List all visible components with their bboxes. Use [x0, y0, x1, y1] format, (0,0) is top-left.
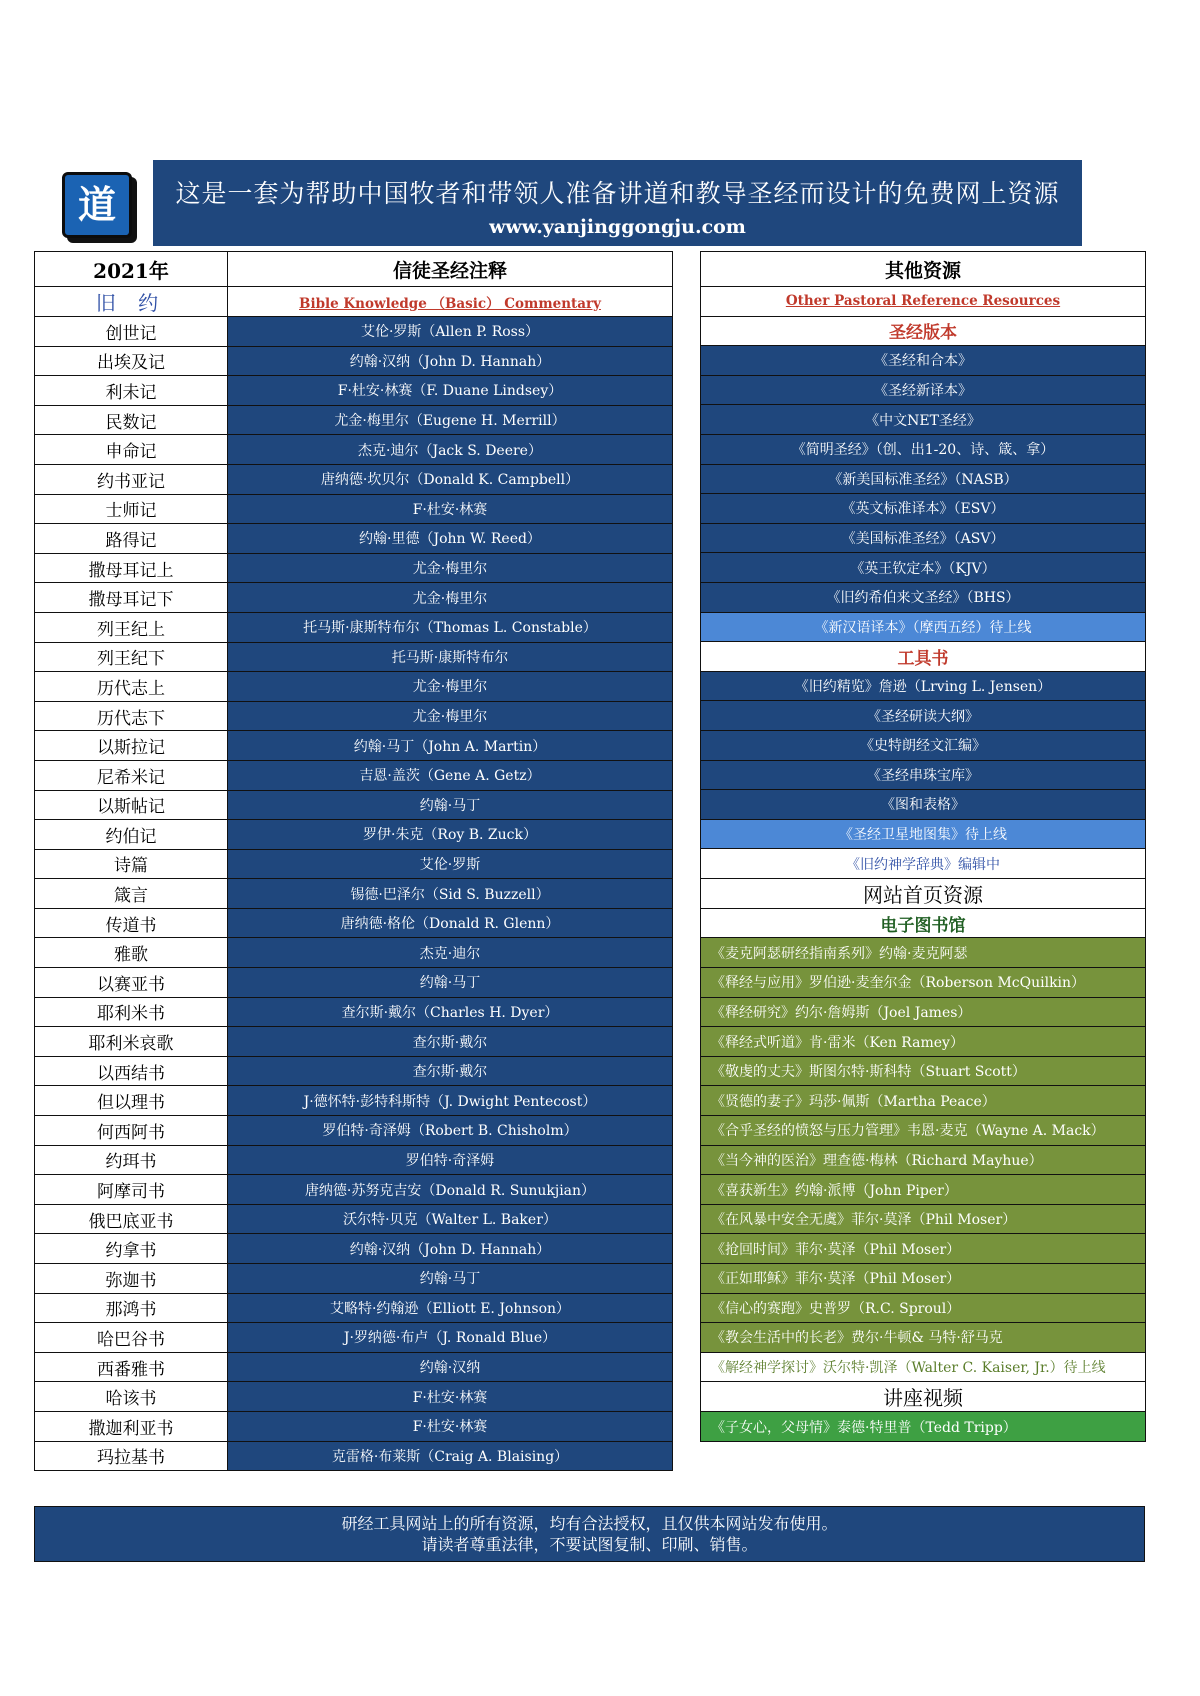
table-row — [701, 1264, 1146, 1294]
header-banner — [153, 160, 1082, 246]
table-row — [35, 938, 673, 968]
table-row — [35, 997, 673, 1027]
commentary-table — [34, 251, 673, 1471]
table-row — [701, 790, 1146, 820]
resource-link[interactable]: 《新美国标准圣经》（NASB） — [701, 464, 1146, 494]
year-label: 2021年 — [35, 252, 228, 287]
book-name: 创世记 — [35, 317, 228, 347]
commentary-author-link[interactable]: 唐纳德·苏努克吉安（Donald R. Sunukjian） — [228, 1175, 673, 1205]
book-name: 耶利米哀歌 — [35, 1027, 228, 1057]
logo-icon: 道 — [62, 172, 132, 238]
book-name: 雅歌 — [35, 938, 228, 968]
resource-link[interactable]: 《教会生活中的长老》费尔·牛顿& 马特·舒马克 — [701, 1323, 1146, 1353]
resource-link[interactable]: 《圣经和合本》 — [701, 346, 1146, 376]
commentary-author-link[interactable]: 罗伯特·奇泽姆（Robert B. Chisholm） — [228, 1116, 673, 1146]
table-row — [35, 879, 673, 909]
commentary-author-link[interactable]: 唐纳德·坎贝尔（Donald K. Campbell） — [228, 464, 673, 494]
commentary-author-link[interactable]: 约翰·汉纳（John D. Hannah） — [228, 1234, 673, 1264]
commentary-author-link[interactable]: 尤金·梅里尔（Eugene H. Merrill） — [228, 405, 673, 435]
commentary-author-link[interactable]: 艾伦·罗斯 — [228, 849, 673, 879]
table-row — [701, 938, 1146, 968]
table-row — [35, 1056, 673, 1086]
resource-link[interactable]: 《旧约精览》詹逊（Lrving L. Jensen） — [701, 671, 1146, 701]
resource-link[interactable]: 《释经研究》约尔·詹姆斯（Joel James） — [701, 997, 1146, 1027]
resource-link[interactable]: 《当今神的医治》理查德·梅林（Richard Mayhue） — [701, 1145, 1146, 1175]
table-row — [701, 405, 1146, 435]
resource-link[interactable]: 《在风暴中安全无虞》菲尔·莫泽（Phil Moser） — [701, 1204, 1146, 1234]
commentary-author-link[interactable]: 约翰·马丁 — [228, 968, 673, 998]
commentary-author-link[interactable]: 唐纳德·格伦（Donald R. Glenn） — [228, 908, 673, 938]
book-name: 出埃及记 — [35, 346, 228, 376]
commentary-author-link[interactable]: 约翰·马丁 — [228, 790, 673, 820]
table-row — [35, 1411, 673, 1441]
commentary-author-link[interactable]: 约翰·马丁（John A. Martin） — [228, 731, 673, 761]
resource-link[interactable]: 《旧约希伯来文圣经》（BHS） — [701, 582, 1146, 612]
commentary-author-link[interactable]: 查尔斯·戴尔（Charles H. Dyer） — [228, 997, 673, 1027]
book-name: 列王纪下 — [35, 642, 228, 672]
commentary-author-link[interactable]: 尤金·梅里尔 — [228, 701, 673, 731]
table-row — [701, 671, 1146, 701]
table-row — [701, 1086, 1146, 1116]
commentary-link[interactable]: Bible Knowledge （Basic） Commentary — [228, 287, 673, 317]
resource-link[interactable]: 《喜获新生》约翰·派博（John Piper） — [701, 1175, 1146, 1205]
section-heading: 电子图书馆 — [701, 908, 1146, 938]
book-name: 但以理书 — [35, 1086, 228, 1116]
book-name: 箴言 — [35, 879, 228, 909]
commentary-author-link[interactable]: 尤金·梅里尔 — [228, 672, 673, 702]
book-name: 以斯帖记 — [35, 790, 228, 820]
book-name: 西番雅书 — [35, 1352, 228, 1382]
table-row — [701, 849, 1146, 879]
commentary-author-link[interactable]: 沃尔特·贝克（Walter L. Baker） — [228, 1204, 673, 1234]
resource-link[interactable]: 《圣经串珠宝库》 — [701, 760, 1146, 790]
old-testament-label: 旧 约 — [35, 287, 228, 317]
table-row — [35, 1204, 673, 1234]
table-row — [701, 642, 1146, 672]
table-row — [35, 672, 673, 702]
footer-line-1: 研经工具网站上的所有资源，均有合法授权，且仅供本网站发布使用。 — [341, 1514, 838, 1533]
commentary-author-link[interactable]: 约翰·汉纳 — [228, 1352, 673, 1382]
section-heading: 网站首页资源 — [701, 878, 1146, 908]
copyright-footer — [34, 1506, 1145, 1562]
table-row — [35, 405, 673, 435]
table-row — [701, 316, 1146, 346]
commentary-author-link[interactable]: 尤金·梅里尔 — [228, 583, 673, 613]
table-row — [701, 968, 1146, 998]
table-row — [701, 553, 1146, 583]
table-row — [35, 701, 673, 731]
table-row — [701, 523, 1146, 553]
table-row — [35, 376, 673, 406]
table-row — [35, 1441, 673, 1471]
table-row — [35, 612, 673, 642]
table-row — [35, 642, 673, 672]
table-row — [701, 346, 1146, 376]
table-row — [35, 1116, 673, 1146]
table-row — [35, 1264, 673, 1294]
book-name: 何西阿书 — [35, 1116, 228, 1146]
commentary-author-link[interactable]: 托马斯·康斯特布尔 — [228, 642, 673, 672]
commentary-author-link[interactable]: 罗伊·朱克（Roy B. Zuck） — [228, 820, 673, 850]
table-row — [701, 494, 1146, 524]
commentary-author-link[interactable]: 艾伦·罗斯（Allen P. Ross） — [228, 317, 673, 347]
resource-link[interactable]: 《信心的赛跑》史普罗（R.C. Sproul） — [701, 1293, 1146, 1323]
table-row — [701, 730, 1146, 760]
resource-link[interactable]: 《解经神学探讨》沃尔特·凯泽（Walter C. Kaiser, Jr.）待上线 — [701, 1352, 1146, 1382]
table-row — [701, 760, 1146, 790]
table-row — [35, 790, 673, 820]
table-row — [701, 612, 1146, 642]
resource-link[interactable]: 《圣经研读大纲》 — [701, 701, 1146, 731]
table-row — [701, 1116, 1146, 1146]
table-row — [35, 968, 673, 998]
table-row — [701, 1175, 1146, 1205]
resource-link[interactable]: 《史特朗经文汇编》 — [701, 730, 1146, 760]
table-row — [701, 1293, 1146, 1323]
commentary-author-link[interactable]: 杰克·迪尔（Jack S. Deere） — [228, 435, 673, 465]
book-name: 弥迦书 — [35, 1264, 228, 1294]
table-row — [701, 1204, 1146, 1234]
section-heading: 讲座视频 — [701, 1382, 1146, 1412]
table-row — [35, 553, 673, 583]
book-name: 传道书 — [35, 908, 228, 938]
book-name: 哈巴谷书 — [35, 1323, 228, 1353]
book-name: 约伯记 — [35, 820, 228, 850]
table-row — [701, 1412, 1146, 1442]
table-row — [701, 1234, 1146, 1264]
commentary-author-link[interactable]: 克雷格·布莱斯（Craig A. Blaising） — [228, 1441, 673, 1471]
table-row — [701, 1027, 1146, 1057]
resource-link[interactable]: 《正如耶稣》菲尔·莫泽（Phil Moser） — [701, 1264, 1146, 1294]
book-name: 士师记 — [35, 494, 228, 524]
table-row — [701, 819, 1146, 849]
table-row — [35, 346, 673, 376]
resource-link[interactable]: 《抢回时间》菲尔·莫泽（Phil Moser） — [701, 1234, 1146, 1264]
book-name: 历代志下 — [35, 701, 228, 731]
table-row — [701, 1145, 1146, 1175]
table-row — [35, 494, 673, 524]
table-row — [35, 1293, 673, 1323]
table-row — [701, 997, 1146, 1027]
table-row — [701, 1352, 1146, 1382]
book-name: 路得记 — [35, 524, 228, 554]
section-heading: 圣经版本 — [701, 316, 1146, 346]
resource-link[interactable]: 《英王钦定本》（KJV） — [701, 553, 1146, 583]
resource-link[interactable]: 《释经式听道》肯·雷米（Ken Ramey） — [701, 1027, 1146, 1057]
resource-link[interactable]: 《麦克阿瑟研经指南系列》约翰·麦克阿瑟 — [701, 938, 1146, 968]
book-name: 以斯拉记 — [35, 731, 228, 761]
commentary-author-link[interactable]: 杰克·迪尔 — [228, 938, 673, 968]
book-name: 尼希米记 — [35, 760, 228, 790]
banner-url[interactable]: www.yanjinggongju.com — [489, 216, 746, 238]
table-row — [35, 1027, 673, 1057]
table-row — [35, 317, 673, 347]
book-name: 约书亚记 — [35, 464, 228, 494]
commentary-author-link[interactable]: 查尔斯·戴尔 — [228, 1027, 673, 1057]
book-name: 那鸿书 — [35, 1293, 228, 1323]
book-name: 耶利米书 — [35, 997, 228, 1027]
table-row — [35, 849, 673, 879]
table-row — [35, 1145, 673, 1175]
book-name: 阿摩司书 — [35, 1175, 228, 1205]
table-row — [701, 582, 1146, 612]
commentary-author-link[interactable]: 托马斯·康斯特布尔（Thomas L. Constable） — [228, 612, 673, 642]
commentary-author-link[interactable]: 罗伯特·奇泽姆 — [228, 1145, 673, 1175]
book-name: 约珥书 — [35, 1145, 228, 1175]
resource-link[interactable]: 《圣经卫星地图集》待上线 — [701, 819, 1146, 849]
table-row — [35, 1382, 673, 1412]
book-name: 列王纪上 — [35, 612, 228, 642]
resource-link[interactable]: 《简明圣经》（创、出1-20、诗、箴、拿） — [701, 434, 1146, 464]
table-row — [35, 731, 673, 761]
book-name: 俄巴底亚书 — [35, 1204, 228, 1234]
resource-link[interactable]: 《贤德的妻子》玛莎·佩斯（Martha Peace） — [701, 1086, 1146, 1116]
table-row — [35, 1086, 673, 1116]
commentary-author-link[interactable]: 查尔斯·戴尔 — [228, 1056, 673, 1086]
resource-link[interactable]: 《合乎圣经的愤怒与压力管理》韦恩·麦克（Wayne A. Mack） — [701, 1116, 1146, 1146]
resource-link[interactable]: 《圣经新译本》 — [701, 375, 1146, 405]
commentary-author-link[interactable]: J·罗纳德·布卢（J. Ronald Blue） — [228, 1323, 673, 1353]
table-row — [701, 908, 1146, 938]
resource-link[interactable]: 《图和表格》 — [701, 790, 1146, 820]
footer-line-2: 请读者尊重法律，不要试图复制、印刷、销售。 — [421, 1535, 758, 1554]
table-row — [701, 1382, 1146, 1412]
book-name: 撒母耳记下 — [35, 583, 228, 613]
table-row — [35, 1234, 673, 1264]
resource-link[interactable]: 《英文标准译本》（ESV） — [701, 494, 1146, 524]
book-name: 哈该书 — [35, 1382, 228, 1412]
commentary-author-link[interactable]: F·杜安·林赛（F. Duane Lindsey） — [228, 376, 673, 406]
resource-link[interactable]: 《子女心，父母情》泰德·特里普（Tedd Tripp） — [701, 1412, 1146, 1442]
table-row — [701, 434, 1146, 464]
book-name: 诗篇 — [35, 849, 228, 879]
commentary-column-title: 信徒圣经注释 — [228, 252, 673, 287]
table-row — [35, 435, 673, 465]
table-row — [35, 760, 673, 790]
table-row — [701, 375, 1146, 405]
commentary-author-link[interactable]: 吉恩·盖茨（Gene A. Getz） — [228, 760, 673, 790]
table-row — [35, 1323, 673, 1353]
resource-link[interactable]: 《美国标准圣经》（ASV） — [701, 523, 1146, 553]
book-name: 利未记 — [35, 376, 228, 406]
book-name: 撒迦利亚书 — [35, 1411, 228, 1441]
commentary-author-link[interactable]: 艾略特·约翰逊（Elliott E. Johnson） — [228, 1293, 673, 1323]
commentary-author-link[interactable]: J·德怀特·彭特科斯特（J. Dwight Pentecost） — [228, 1086, 673, 1116]
resources-table — [700, 251, 1146, 1442]
banner-title: 这是一套为帮助中国牧者和带领人准备讲道和教导圣经而设计的免费网上资源 — [175, 179, 1060, 208]
book-name: 约拿书 — [35, 1234, 228, 1264]
commentary-author-link[interactable]: 约翰·马丁 — [228, 1264, 673, 1294]
table-row — [35, 1175, 673, 1205]
book-name: 以赛亚书 — [35, 968, 228, 998]
book-name: 玛拉基书 — [35, 1441, 228, 1471]
table-row — [701, 1056, 1146, 1086]
book-name: 民数记 — [35, 405, 228, 435]
commentary-author-link[interactable]: 尤金·梅里尔 — [228, 553, 673, 583]
resources-link[interactable]: Other Pastoral Reference Resources — [701, 287, 1146, 317]
table-row — [35, 908, 673, 938]
commentary-author-link[interactable]: 约翰·里德（John W. Reed） — [228, 524, 673, 554]
resource-link[interactable]: 《中文NET圣经》 — [701, 405, 1146, 435]
table-row — [35, 464, 673, 494]
table-row — [701, 1323, 1146, 1353]
section-heading: 工具书 — [701, 642, 1146, 672]
commentary-author-link[interactable]: F·杜安·林赛 — [228, 1411, 673, 1441]
resource-link[interactable]: 《释经与应用》罗伯逊·麦奎尔金（Roberson McQuilkin） — [701, 968, 1146, 998]
commentary-author-link[interactable]: F·杜安·林赛 — [228, 494, 673, 524]
table-row — [35, 524, 673, 554]
table-row — [35, 820, 673, 850]
commentary-author-link[interactable]: F·杜安·林赛 — [228, 1382, 673, 1412]
resources-column-title: 其他资源 — [701, 252, 1146, 287]
table-row — [35, 1352, 673, 1382]
book-name: 以西结书 — [35, 1056, 228, 1086]
resource-link[interactable]: 《新汉语译本》（摩西五经）待上线 — [701, 612, 1146, 642]
book-name: 历代志上 — [35, 672, 228, 702]
commentary-author-link[interactable]: 锡德·巴泽尔（Sid S. Buzzell） — [228, 879, 673, 909]
resource-link[interactable]: 《旧约神学辞典》编辑中 — [701, 849, 1146, 879]
table-row — [701, 464, 1146, 494]
table-row — [701, 701, 1146, 731]
table-row — [35, 583, 673, 613]
commentary-author-link[interactable]: 约翰·汉纳（John D. Hannah） — [228, 346, 673, 376]
resource-link[interactable]: 《敬虔的丈夫》斯图尔特·斯科特（Stuart Scott） — [701, 1056, 1146, 1086]
book-name: 撒母耳记上 — [35, 553, 228, 583]
book-name: 申命记 — [35, 435, 228, 465]
